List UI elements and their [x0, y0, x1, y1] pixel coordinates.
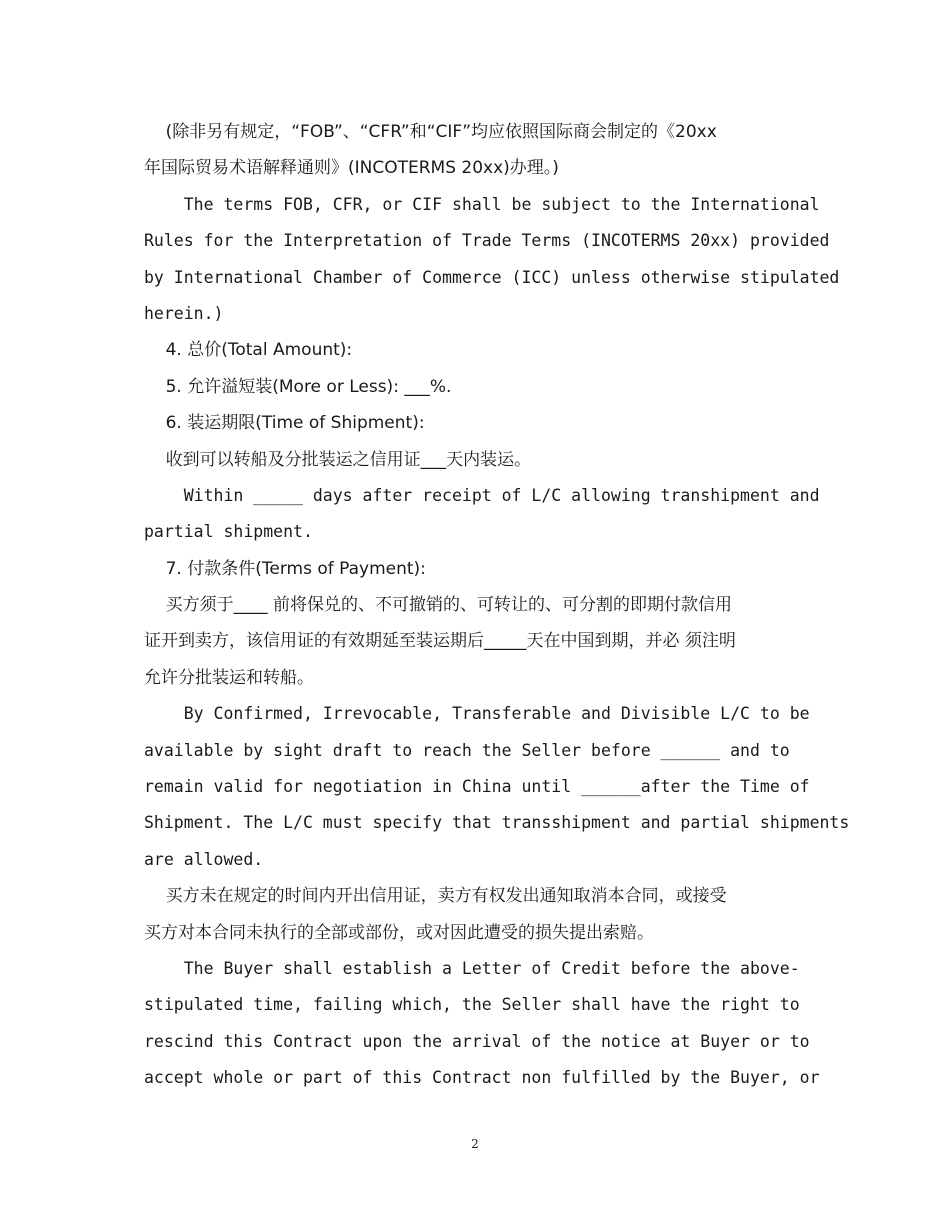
text-line: 收到可以转船及分批装运之信用证___天内装运。: [144, 449, 532, 470]
text-line: 5. 允许溢短装(More or Less): ___%.: [144, 376, 452, 397]
text-line: 4. 总价(Total Amount):: [144, 340, 353, 361]
text-line: (除非另有规定，“FOB”、“CFR”和“CIF”均应依照国际商会制定的《20xx: [144, 122, 717, 142]
text-line: Rules for the Interpretation of Trade Terms (INCOTERMS 20xx) provided: [144, 231, 830, 251]
text-line: Within _____ days after receipt of L/C allowing transhipment and: [144, 485, 820, 505]
text-line: 允许分批装运和转船。: [144, 667, 314, 688]
text-line: stipulated time, failing which, the Seller shall have the right to: [144, 995, 800, 1015]
document-body: [144, 114, 850, 1097]
text-line: accept whole or part of this Contract non fulfilled by the Buyer, or: [144, 1068, 820, 1088]
text-line: 买方未在规定的时间内开出信用证，卖方有权发出通知取消本合同，或接受: [144, 886, 727, 907]
text-line: The terms FOB, CFR, or CIF shall be subject to the International: [144, 194, 820, 214]
text-line: The Buyer shall establish a Letter of Credit before the above-: [144, 958, 800, 978]
text-line: 证开到卖方，该信用证的有效期延至装运期后_____天在中国到期，并必 须注明: [144, 631, 736, 652]
text-line: 6. 装运期限(Time of Shipment):: [144, 413, 425, 434]
text-line: 买方须于____ 前将保兑的、不可撤销的、可转让的、可分割的即期付款信用: [144, 595, 733, 616]
text-line: 年国际贸易术语解释通则》(INCOTERMS 20xx)办理。): [144, 158, 559, 179]
text-line: 买方对本合同未执行的全部或部份，或对因此遭受的损失提出索赔。: [144, 922, 654, 943]
text-line: herein.): [144, 303, 224, 323]
text-line: partial shipment.: [144, 522, 313, 542]
text-line: by International Chamber of Commerce (ICC) unless otherwise stipulated: [144, 267, 840, 287]
page-number: 2: [471, 1137, 479, 1151]
text-line: available by sight draft to reach the Seller before ______ and to: [144, 740, 790, 760]
text-line: remain valid for negotiation in China until ______after the Time of: [144, 777, 810, 797]
text-line: rescind this Contract upon the arrival of the notice at Buyer or to: [144, 1031, 810, 1051]
text-line: By Confirmed, Irrevocable, Transferable and Divisible L/C to be: [144, 704, 810, 724]
text-line: Shipment. The L/C must specify that transshipment and partial shipments: [144, 813, 850, 833]
text-line: 7. 付款条件(Terms of Payment):: [144, 558, 426, 579]
text-line: are allowed.: [144, 849, 264, 869]
